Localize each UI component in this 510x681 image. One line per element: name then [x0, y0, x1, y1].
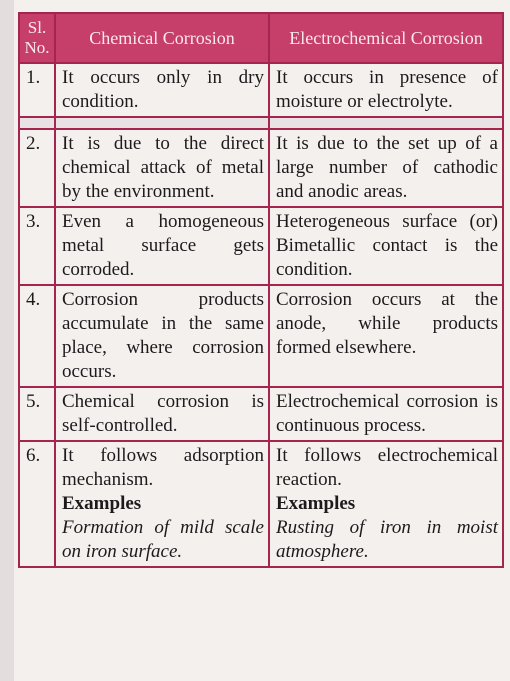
electro-cell: Electrochemical corrosion is continuous process. [269, 387, 503, 441]
electro-cell: Corrosion occurs at the anode, while products formed elsewhere. [269, 285, 503, 387]
chemical-text: It follows adsorption mechanism. [62, 445, 264, 490]
chemical-cell: Chemical corrosion is self-controlled. [55, 387, 269, 441]
chemical-cell: Corrosion products accumulate in the same place, where corrosion occurs. [55, 285, 269, 387]
table-row [19, 207, 503, 285]
electro-cell: It occurs in presence of moisture or electrolyte. [269, 63, 503, 117]
table-row [19, 63, 503, 117]
chemical-cell: It is due to the direct chemical attack of metal by the environment. [55, 129, 269, 207]
row-gap [19, 117, 503, 129]
table-row [19, 441, 503, 567]
electro-text: It follows electrochemical reaction. [276, 445, 498, 490]
table-header-row [19, 13, 503, 63]
electro-cell: Heterogeneous surface (or) Bimetallic contact is the condition. [269, 207, 503, 285]
chemical-cell: Even a homogeneous metal surface gets corroded. [55, 207, 269, 285]
header-electrochemical-corrosion: Electrochemical Corrosion [269, 13, 503, 63]
header-chemical-corrosion: Chemical Corrosion [55, 13, 269, 63]
corrosion-comparison-table [18, 12, 504, 568]
row-number: 5. [19, 387, 55, 441]
chemical-example: Formation of mild scale on iron surface. [62, 517, 264, 562]
header-sl-no: Sl. No. [19, 13, 55, 63]
row-number: 4. [19, 285, 55, 387]
row-number: 2. [19, 129, 55, 207]
table-row [19, 129, 503, 207]
electro-examples-label: Examples [276, 493, 356, 514]
table-row [19, 387, 503, 441]
row-number: 6. [19, 441, 55, 567]
row-number: 3. [19, 207, 55, 285]
electro-cell [269, 441, 503, 567]
chemical-examples-label: Examples [62, 493, 142, 514]
chemical-cell: It occurs only in dry condition. [55, 63, 269, 117]
row-number: 1. [19, 63, 55, 117]
table-row [19, 285, 503, 387]
chemical-cell [55, 441, 269, 567]
electro-example: Rusting of iron in moist atmosphere. [276, 517, 498, 562]
electro-cell: It is due to the set up of a large number of cathodic and anodic areas. [269, 129, 503, 207]
